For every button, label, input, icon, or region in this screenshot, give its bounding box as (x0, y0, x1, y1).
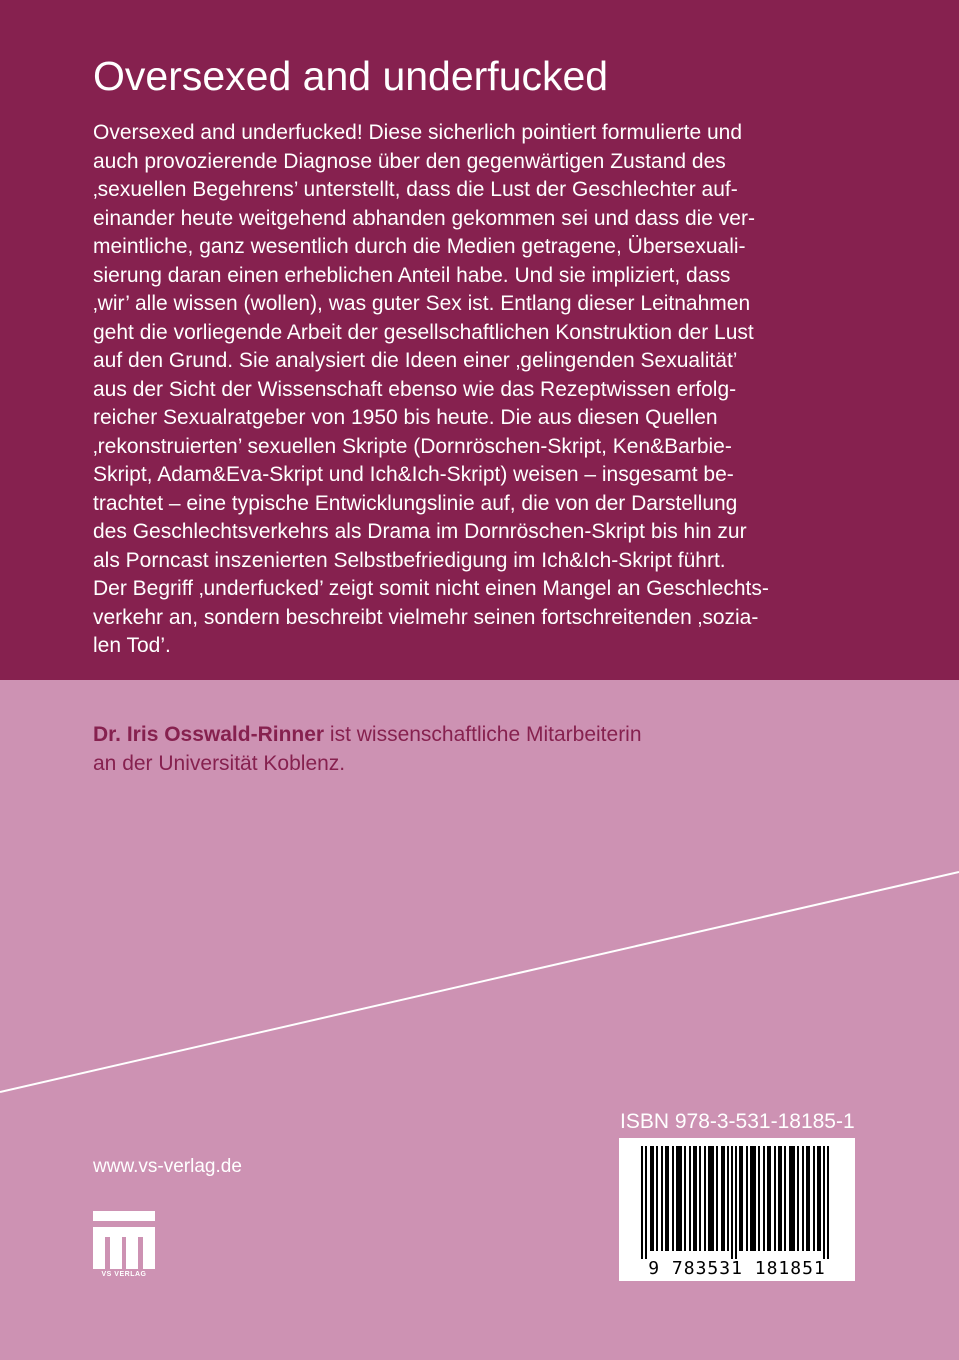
blurb-line: geht die vorliegende Arbeit der gesellschaftlichen Konstruktion der Lust (93, 320, 754, 344)
blurb-line: als Porncast inszenierten Selbstbefriedigung im Ich&Ich-Skript führt. (93, 548, 726, 572)
author-bio-text: ist wissenschaftliche Mitarbeiterin (324, 723, 642, 746)
blurb-line: trachtet – eine typische Entwicklungslinie auf, die von der Darstellung (93, 491, 738, 515)
back-cover-blurb (93, 119, 853, 661)
isbn-number: ISBN 978-3-531-18185-1 (620, 1110, 855, 1133)
vs-verlag-logo-icon (93, 1211, 155, 1269)
blurb-line: sierung daran einen erheblichen Anteil habe. Und sie impliziert, dass (93, 263, 731, 287)
blurb-line: meintliche, ganz wesentlich durch die Medien getragene, Übersexuali- (93, 235, 746, 258)
barcode (619, 1138, 855, 1281)
blurb-line: einander heute weitgehend abhanden gekommen sei und dass die ver- (93, 206, 755, 230)
blurb-line: aus der Sicht der Wissenschaft ebenso wie das Rezeptwissen erfolg- (93, 377, 737, 401)
author-name: Dr. Iris Osswald-Rinner (93, 723, 325, 746)
blurb-line: reicher Sexualratgeber von 1950 bis heute. Die aus diesen Quellen (93, 406, 718, 429)
publisher-website: www.vs-verlag.de (93, 1156, 242, 1177)
blurb-line: Skript, Adam&Eva-Skript und Ich&Ich-Skript) weisen – insgesamt be- (93, 463, 734, 486)
vs-verlag-logo (93, 1211, 155, 1283)
blurb-line: ‚wir’ alle wissen (wollen), was guter Sex ist. Entlang dieser Leitnahmen (93, 292, 751, 315)
author-bio-line-2: an der Universität Koblenz. (93, 752, 346, 775)
blurb-line: auf den Grund. Sie analysiert die Ideen einer ‚gelingenden Sexualität’ (93, 349, 738, 372)
blurb-line: ‚rekonstruierten’ sexuellen Skripte (Dornröschen-Skript, Ken&Barbie- (93, 434, 732, 458)
blurb-line: des Geschlechtsverkehrs als Drama im Dornröschen-Skript bis hin zur (93, 520, 747, 543)
blurb-line: auch provozierende Diagnose über den gegenwärtigen Zustand des (93, 149, 726, 173)
blurb-line: verkehr an, sondern beschreibt vielmehr seinen fortschreitenden ‚sozia- (93, 605, 759, 629)
author-bio-line-1 (93, 720, 642, 749)
blurb-line: Oversexed and underfucked! Diese sicherlich pointiert formulierte und (93, 121, 743, 144)
author-bio (93, 720, 642, 778)
publisher-logo-label: VS VERLAG (101, 1271, 147, 1278)
book-title: Oversexed and underfucked (93, 53, 609, 99)
blurb-line: ‚sexuellen Begehrens’ unterstellt, dass die Lust der Geschlechter auf- (93, 178, 738, 201)
barcode-digits: 9 783531 181851 (648, 1258, 826, 1279)
blurb-line: Der Begriff ‚underfucked’ zeigt somit nicht einen Mangel an Geschlechts- (93, 577, 769, 600)
blurb-line: len Tod’. (93, 634, 171, 657)
